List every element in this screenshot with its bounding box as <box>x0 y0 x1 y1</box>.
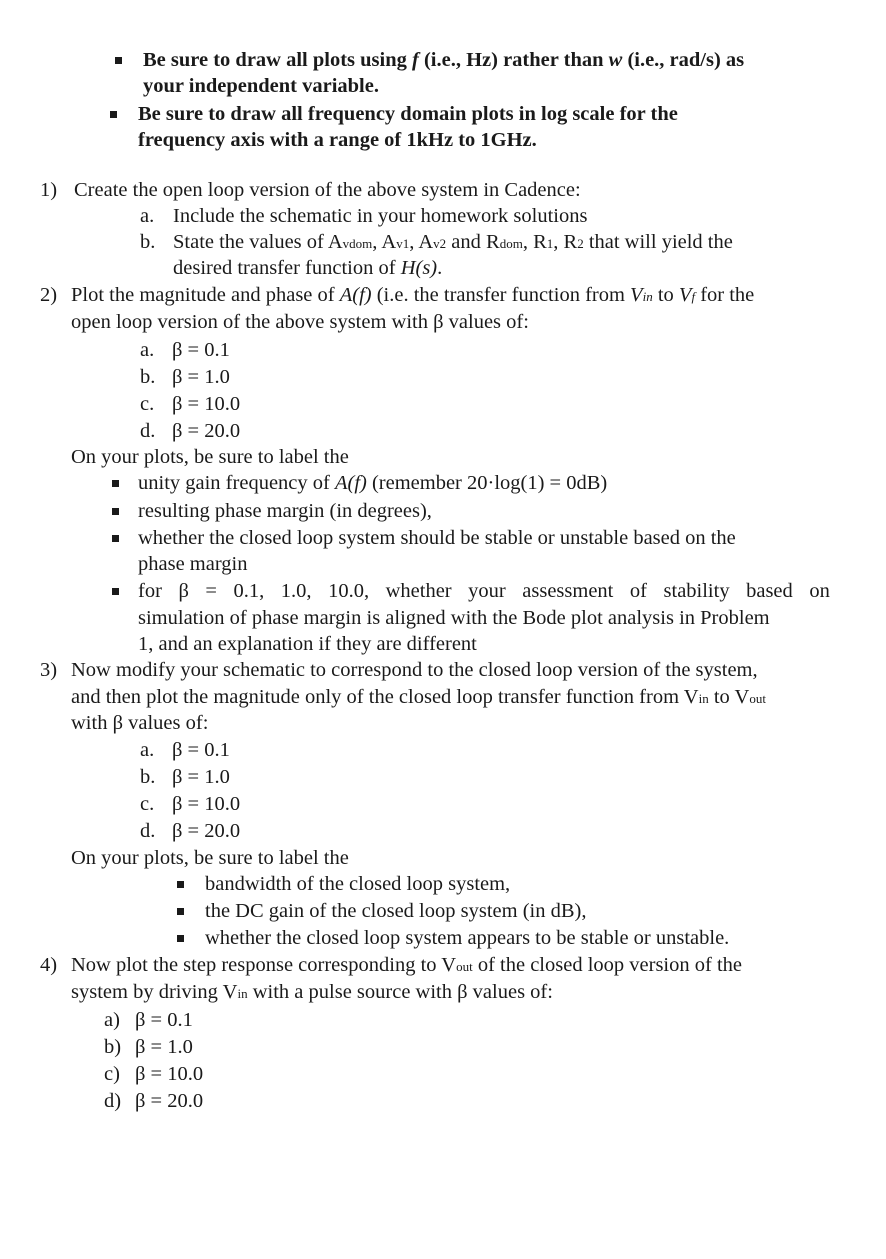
word: 0.1, <box>233 580 265 602</box>
text-segment: unity gain frequency of <box>138 472 335 494</box>
q3-item-b-text: β = 1.0 <box>172 766 230 788</box>
q2-item-c-label: c. <box>140 393 155 415</box>
q2-number: 2) <box>40 284 58 306</box>
q3-line-3: with β values of: <box>71 712 209 734</box>
q1-a-text: Include the schematic in your homework solutions <box>173 205 588 227</box>
q2-line-2: open loop version of the above system with β values of: <box>71 311 529 333</box>
q2-item-d-text: β = 20.0 <box>172 420 241 442</box>
word: stability <box>663 580 730 602</box>
q3-line-2 <box>71 684 766 712</box>
q4-item-d-text: β = 20.0 <box>135 1090 204 1112</box>
text-segment: (remember 20·log(1) = 0dB) <box>366 472 608 494</box>
q1-b-line-1 <box>173 229 733 257</box>
word: = <box>205 580 217 602</box>
q3-item-b-label: b. <box>140 766 156 788</box>
text-segment: in <box>237 986 248 1001</box>
text-segment: Now plot the step response corresponding to V <box>71 954 457 976</box>
text-segment: v1 <box>396 236 410 251</box>
word: whether <box>385 580 452 602</box>
q4-item-b-text: β = 1.0 <box>135 1036 193 1058</box>
q1-text: Create the open loop version of the above system in Cadence: <box>74 179 581 201</box>
intro-bullet-1-line-1 <box>143 47 744 73</box>
bullet-marker <box>112 588 119 595</box>
text-segment: in <box>698 691 709 706</box>
q3-label-intro: On your plots, be sure to label the <box>71 847 349 869</box>
q3-item-c-label: c. <box>140 793 155 815</box>
q2-item-d-label: d. <box>140 420 156 442</box>
q2-bullet-2: resulting phase margin (in degrees), <box>138 500 432 522</box>
q2-bullet-1 <box>138 470 607 496</box>
word: 1.0, <box>280 580 312 602</box>
word: on <box>809 580 830 602</box>
word: 10.0, <box>328 580 370 602</box>
text-segment: (i.e., rad/s) as <box>622 49 745 71</box>
text-segment: (i.e. the transfer function from <box>371 284 631 306</box>
text-segment: out <box>456 959 473 974</box>
q2-line-1 <box>71 282 754 310</box>
text-segment: V <box>678 284 692 306</box>
intro-bullet-2-line-1: Be sure to draw all frequency domain plots in log scale for the <box>138 103 678 125</box>
q2-bullet-4-line-1 <box>138 578 830 604</box>
text-segment: vdom <box>342 236 373 251</box>
word: of <box>629 580 647 602</box>
q2-item-c-text: β = 10.0 <box>172 393 241 415</box>
text-segment: V <box>630 284 643 306</box>
text-segment: State the values of A <box>173 231 343 253</box>
text-segment: with a pulse source with β values of: <box>247 981 553 1003</box>
text-segment: that will yield the <box>583 231 733 253</box>
q4-item-d-label: d) <box>104 1090 122 1112</box>
q2-bullet-4-line-3: 1, and an explanation if they are different <box>138 633 477 655</box>
intro-bullet-2-line-2: frequency axis with a range of 1kHz to 1GHz. <box>138 129 537 151</box>
text-segment: A(f) <box>339 284 372 306</box>
text-segment: to V <box>708 686 750 708</box>
q1-number: 1) <box>40 179 58 201</box>
bullet-marker <box>112 508 119 515</box>
intro-bullet-1-line-2: your independent variable. <box>143 75 379 97</box>
text-segment: and R <box>446 231 500 253</box>
text-segment: H(s) <box>400 257 438 279</box>
text-segment: Plot the magnitude and phase of <box>71 284 340 306</box>
word: your <box>468 580 506 602</box>
q2-item-b-label: b. <box>140 366 156 388</box>
text-segment: , A <box>409 231 434 253</box>
q3-bullet-3: whether the closed loop system appears to be stable or unstable. <box>205 927 730 949</box>
q3-bullet-1: bandwidth of the closed loop system, <box>205 873 511 895</box>
q2-bullet-3-line-1: whether the closed loop system should be stable or unstable based on the <box>138 527 736 549</box>
text-segment: for the <box>695 284 755 306</box>
text-segment: f <box>412 49 419 71</box>
text-segment: out <box>749 691 766 706</box>
q4-line-1 <box>71 952 742 980</box>
q3-item-a-text: β = 0.1 <box>172 739 230 761</box>
q4-line-2 <box>71 979 553 1007</box>
q3-item-d-label: d. <box>140 820 156 842</box>
q1-a-label: a. <box>140 205 155 227</box>
text-segment: to <box>652 284 679 306</box>
q1-b-label: b. <box>140 231 156 253</box>
text-segment: , R <box>553 231 578 253</box>
bullet-marker <box>177 881 184 888</box>
text-segment: desired transfer function of <box>173 257 401 279</box>
text-segment: system by driving V <box>71 981 238 1003</box>
q2-bullet-3-line-2: phase margin <box>138 553 248 575</box>
text-segment: v2 <box>433 236 447 251</box>
q3-bullet-2: the DC gain of the closed loop system (in dB), <box>205 900 587 922</box>
bullet-marker <box>112 535 119 542</box>
q4-number: 4) <box>40 954 58 976</box>
q4-item-c-text: β = 10.0 <box>135 1063 204 1085</box>
q2-bullet-4-line-2: simulation of phase margin is aligned with the Bode plot analysis in Problem <box>138 607 770 629</box>
q3-item-a-label: a. <box>140 739 155 761</box>
text-segment: . <box>437 257 443 279</box>
text-segment: 2 <box>577 236 584 251</box>
text-segment: f <box>691 289 696 304</box>
q3-number: 3) <box>40 659 58 681</box>
text-segment: and then plot the magnitude only of the closed loop transfer function from V <box>71 686 699 708</box>
q4-item-c-label: c) <box>104 1063 120 1085</box>
bullet-marker <box>177 935 184 942</box>
bullet-marker <box>112 480 119 487</box>
q2-label-intro: On your plots, be sure to label the <box>71 446 349 468</box>
q2-item-b-text: β = 1.0 <box>172 366 230 388</box>
bullet-marker <box>177 908 184 915</box>
text-segment: A(f) <box>334 472 367 494</box>
bullet-marker <box>110 111 117 118</box>
word: for <box>138 580 162 602</box>
text-segment: , A <box>372 231 397 253</box>
text-segment: dom <box>499 236 523 251</box>
q4-item-a-text: β = 0.1 <box>135 1009 193 1031</box>
q3-item-d-text: β = 20.0 <box>172 820 241 842</box>
q3-line-1: Now modify your schematic to correspond to the closed loop version of the system, <box>71 659 758 681</box>
q1-b-line-2 <box>173 255 442 281</box>
word: based <box>746 580 793 602</box>
text-segment: (i.e., Hz) rather than <box>418 49 609 71</box>
text-segment: in <box>642 289 653 304</box>
q4-item-b-label: b) <box>104 1036 122 1058</box>
q2-item-a-label: a. <box>140 339 155 361</box>
word: assessment <box>522 580 614 602</box>
text-segment: of the closed loop version of the <box>472 954 742 976</box>
text-segment: 1 <box>546 236 554 251</box>
q2-item-a-text: β = 0.1 <box>172 339 230 361</box>
q3-item-c-text: β = 10.0 <box>172 793 241 815</box>
word: β <box>178 580 189 602</box>
q4-item-a-label: a) <box>104 1009 120 1031</box>
text-segment: , R <box>522 231 547 253</box>
bullet-marker <box>115 57 122 64</box>
text-segment: Be sure to draw all plots using <box>143 49 413 71</box>
text-segment: w <box>608 49 623 71</box>
